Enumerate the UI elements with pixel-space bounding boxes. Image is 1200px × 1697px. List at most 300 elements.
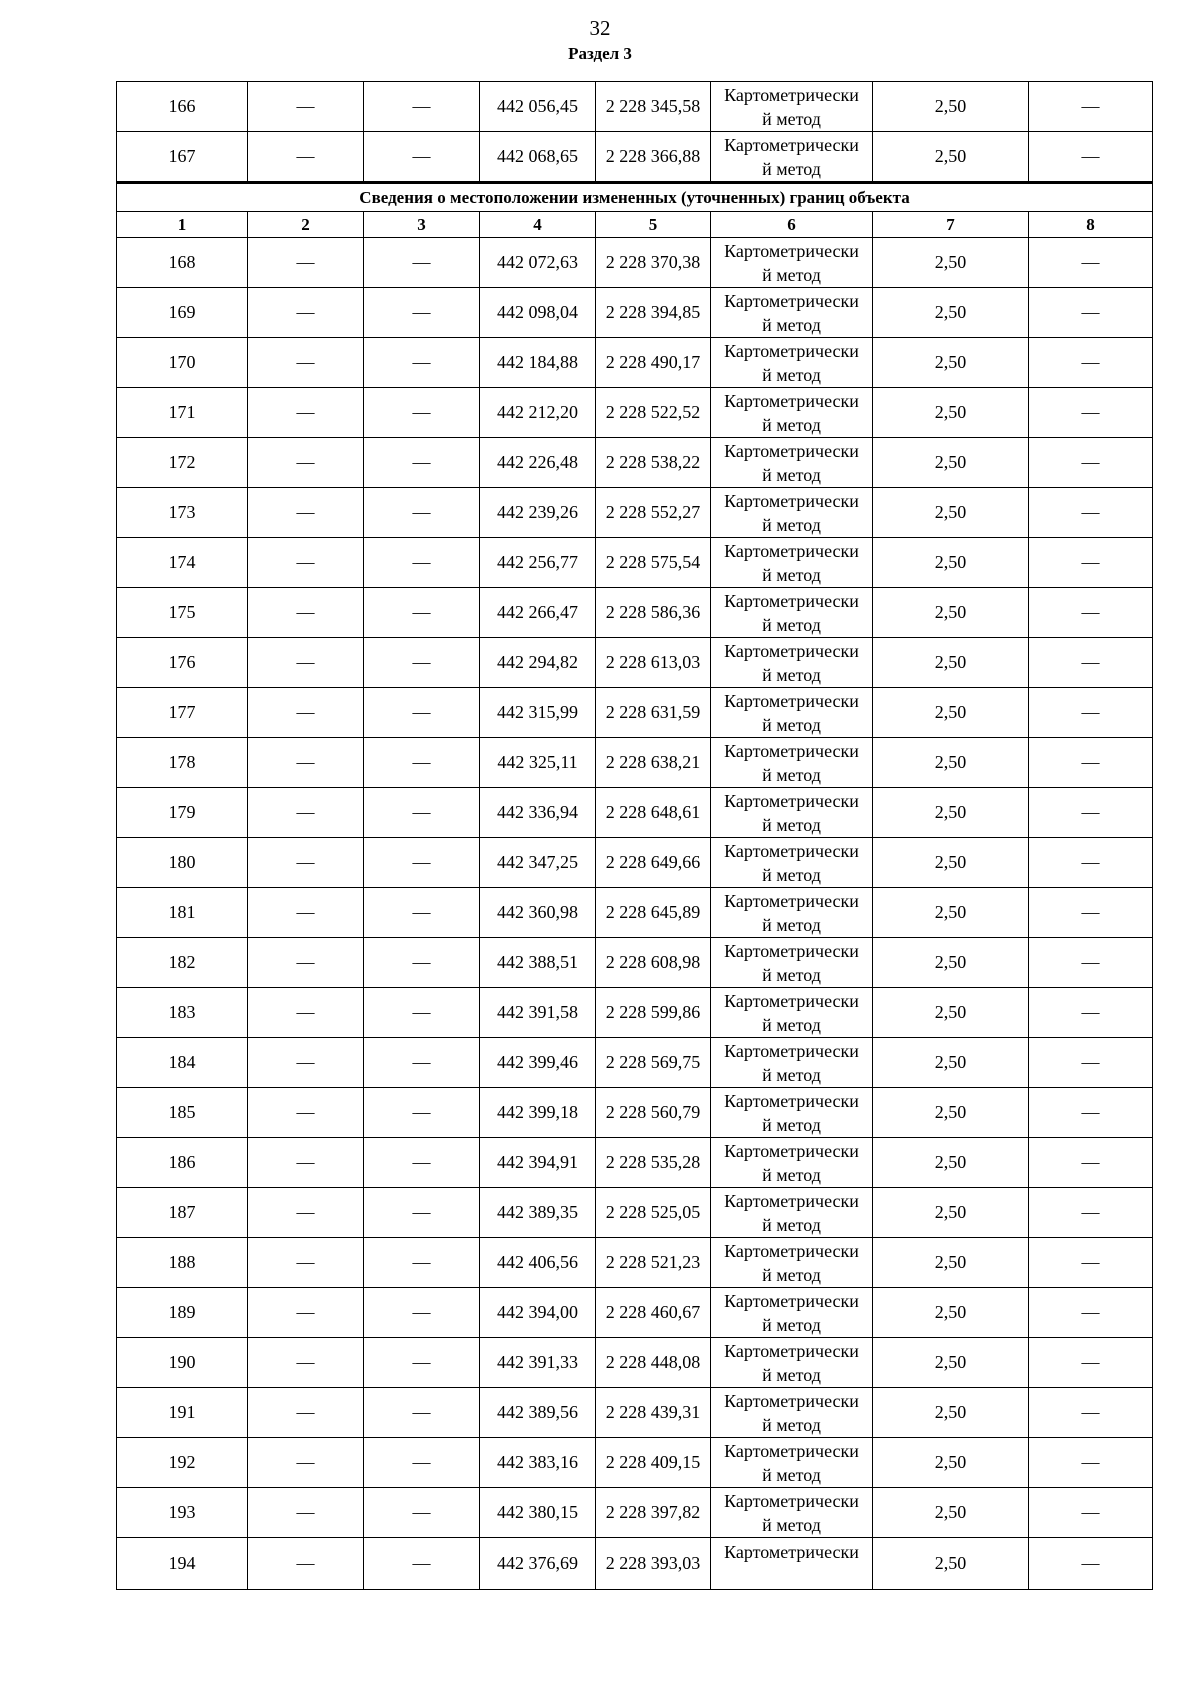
method-cell bbox=[711, 1538, 873, 1590]
y-coordinate-cell: 2 228 560,79 bbox=[596, 1088, 711, 1138]
point-number-cell: 182 bbox=[117, 938, 248, 988]
column-number-7: 7 bbox=[873, 212, 1029, 238]
point-number-cell: 168 bbox=[117, 238, 248, 288]
page-number: 32 bbox=[589, 16, 611, 40]
accuracy-cell: 2,50 bbox=[873, 588, 1029, 638]
method-text-line-1: Картометрически bbox=[724, 440, 859, 461]
column-8-cell: — bbox=[1029, 338, 1153, 388]
column-3-cell: — bbox=[364, 388, 480, 438]
column-8-cell: — bbox=[1029, 1338, 1153, 1388]
method-cell bbox=[711, 238, 873, 288]
table-row bbox=[117, 1038, 1153, 1088]
column-2-cell: — bbox=[248, 538, 364, 588]
column-8-cell: — bbox=[1029, 838, 1153, 888]
column-2-cell: — bbox=[248, 1188, 364, 1238]
point-number-cell: 190 bbox=[117, 1338, 248, 1388]
table-row bbox=[117, 638, 1153, 688]
column-8-cell: — bbox=[1029, 1288, 1153, 1338]
column-2-cell: — bbox=[248, 938, 364, 988]
x-coordinate-cell: 442 294,82 bbox=[480, 638, 596, 688]
column-number-1: 1 bbox=[117, 212, 248, 238]
column-3-cell: — bbox=[364, 738, 480, 788]
point-number-cell: 193 bbox=[117, 1488, 248, 1538]
column-2-cell: — bbox=[248, 1038, 364, 1088]
method-cell bbox=[711, 388, 873, 438]
column-3-cell: — bbox=[364, 1138, 480, 1188]
method-text-line-2: й метод bbox=[762, 1014, 821, 1035]
y-coordinate-cell: 2 228 631,59 bbox=[596, 688, 711, 738]
method-text-line-1: Картометрически bbox=[724, 490, 859, 511]
column-2-cell: — bbox=[248, 888, 364, 938]
column-number-8: 8 bbox=[1029, 212, 1153, 238]
table-row bbox=[117, 838, 1153, 888]
method-text-line-1: Картометрически bbox=[724, 1040, 859, 1061]
column-2-cell: — bbox=[248, 1288, 364, 1338]
y-coordinate-cell: 2 228 448,08 bbox=[596, 1338, 711, 1388]
table-row bbox=[117, 988, 1153, 1038]
column-3-cell: — bbox=[364, 538, 480, 588]
x-coordinate-cell: 442 336,94 bbox=[480, 788, 596, 838]
column-3-cell: — bbox=[364, 988, 480, 1038]
x-coordinate-cell: 442 256,77 bbox=[480, 538, 596, 588]
method-text-line-1: Картометрически bbox=[724, 1290, 859, 1311]
column-3-cell: — bbox=[364, 1538, 480, 1590]
caption-row bbox=[117, 183, 1153, 212]
table-row bbox=[117, 538, 1153, 588]
method-cell bbox=[711, 82, 873, 132]
table-row bbox=[117, 488, 1153, 538]
method-text-line-2: й метод bbox=[762, 464, 821, 485]
column-8-cell: — bbox=[1029, 288, 1153, 338]
table-row bbox=[117, 1188, 1153, 1238]
method-cell bbox=[711, 1038, 873, 1088]
column-2-cell: — bbox=[248, 1088, 364, 1138]
x-coordinate-cell: 442 325,11 bbox=[480, 738, 596, 788]
method-text-line-2: й метод bbox=[762, 314, 821, 335]
accuracy-cell: 2,50 bbox=[873, 838, 1029, 888]
column-8-cell: — bbox=[1029, 438, 1153, 488]
column-3-cell: — bbox=[364, 238, 480, 288]
x-coordinate-cell: 442 389,56 bbox=[480, 1388, 596, 1438]
method-text-line-1: Картометрически bbox=[724, 134, 859, 155]
accuracy-cell: 2,50 bbox=[873, 988, 1029, 1038]
accuracy-cell: 2,50 bbox=[873, 1538, 1029, 1590]
column-3-cell: — bbox=[364, 888, 480, 938]
method-text-line-1: Картометрически bbox=[724, 740, 859, 761]
column-3-cell: — bbox=[364, 938, 480, 988]
column-2-cell: — bbox=[248, 738, 364, 788]
method-text-line-1: Картометрически bbox=[724, 1340, 859, 1361]
column-2-cell: — bbox=[248, 388, 364, 438]
table-row bbox=[117, 82, 1153, 132]
method-cell bbox=[711, 588, 873, 638]
x-coordinate-cell: 442 098,04 bbox=[480, 288, 596, 338]
method-text-line-2: й метод bbox=[762, 914, 821, 935]
method-text-line-1: Картометрически bbox=[724, 590, 859, 611]
method-text-line-1: Картометрически bbox=[724, 790, 859, 811]
y-coordinate-cell: 2 228 575,54 bbox=[596, 538, 711, 588]
y-coordinate-cell: 2 228 370,38 bbox=[596, 238, 711, 288]
table-row bbox=[117, 338, 1153, 388]
accuracy-cell: 2,50 bbox=[873, 1438, 1029, 1488]
table-row bbox=[117, 938, 1153, 988]
x-coordinate-cell: 442 376,69 bbox=[480, 1538, 596, 1590]
accuracy-cell: 2,50 bbox=[873, 1088, 1029, 1138]
column-2-cell: — bbox=[248, 1238, 364, 1288]
y-coordinate-cell: 2 228 535,28 bbox=[596, 1138, 711, 1188]
point-number-cell: 172 bbox=[117, 438, 248, 488]
table-row bbox=[117, 438, 1153, 488]
point-number-cell: 191 bbox=[117, 1388, 248, 1438]
method-text-line-2: й метод bbox=[762, 664, 821, 685]
accuracy-cell: 2,50 bbox=[873, 1288, 1029, 1338]
method-text-line-2: й метод bbox=[762, 1064, 821, 1085]
column-2-cell: — bbox=[248, 638, 364, 688]
column-8-cell: — bbox=[1029, 988, 1153, 1038]
column-3-cell: — bbox=[364, 838, 480, 888]
x-coordinate-cell: 442 399,46 bbox=[480, 1038, 596, 1088]
y-coordinate-cell: 2 228 397,82 bbox=[596, 1488, 711, 1538]
method-cell bbox=[711, 1088, 873, 1138]
column-3-cell: — bbox=[364, 82, 480, 132]
accuracy-cell: 2,50 bbox=[873, 132, 1029, 183]
section-title: Раздел 3 bbox=[568, 44, 632, 63]
x-coordinate-cell: 442 239,26 bbox=[480, 488, 596, 538]
column-2-cell: — bbox=[248, 1538, 364, 1590]
y-coordinate-cell: 2 228 599,86 bbox=[596, 988, 711, 1038]
table-row bbox=[117, 288, 1153, 338]
column-3-cell: — bbox=[364, 438, 480, 488]
accuracy-cell: 2,50 bbox=[873, 288, 1029, 338]
accuracy-cell: 2,50 bbox=[873, 638, 1029, 688]
method-text-line-2: й метод bbox=[762, 364, 821, 385]
table-row bbox=[117, 738, 1153, 788]
point-number-cell: 194 bbox=[117, 1538, 248, 1590]
method-cell bbox=[711, 638, 873, 688]
accuracy-cell: 2,50 bbox=[873, 1238, 1029, 1288]
column-3-cell: — bbox=[364, 1038, 480, 1088]
method-cell bbox=[711, 1488, 873, 1538]
x-coordinate-cell: 442 072,63 bbox=[480, 238, 596, 288]
method-text-line-1: Картометрически bbox=[724, 1140, 859, 1161]
point-number-cell: 179 bbox=[117, 788, 248, 838]
column-8-cell: — bbox=[1029, 788, 1153, 838]
column-number-4: 4 bbox=[480, 212, 596, 238]
method-cell bbox=[711, 488, 873, 538]
column-8-cell: — bbox=[1029, 738, 1153, 788]
point-number-cell: 174 bbox=[117, 538, 248, 588]
y-coordinate-cell: 2 228 586,36 bbox=[596, 588, 711, 638]
method-cell bbox=[711, 688, 873, 738]
method-text-line-1: Картометрически bbox=[724, 1542, 859, 1562]
method-text-line-2: й метод bbox=[762, 1414, 821, 1435]
method-text-line-2: й метод bbox=[762, 414, 821, 435]
method-text-line-1: Картометрически bbox=[724, 240, 859, 261]
point-number-cell: 177 bbox=[117, 688, 248, 738]
method-cell bbox=[711, 1188, 873, 1238]
column-number-3: 3 bbox=[364, 212, 480, 238]
method-text-line-2: й метод bbox=[762, 964, 821, 985]
table-row bbox=[117, 1288, 1153, 1338]
column-8-cell: — bbox=[1029, 938, 1153, 988]
table-row bbox=[117, 1488, 1153, 1538]
rows-before-caption bbox=[117, 82, 1153, 183]
method-cell bbox=[711, 1438, 873, 1488]
column-8-cell: — bbox=[1029, 588, 1153, 638]
y-coordinate-cell: 2 228 608,98 bbox=[596, 938, 711, 988]
point-number-cell: 189 bbox=[117, 1288, 248, 1338]
y-coordinate-cell: 2 228 569,75 bbox=[596, 1038, 711, 1088]
point-number-cell: 166 bbox=[117, 82, 248, 132]
method-text-line-2: й метод bbox=[762, 564, 821, 585]
y-coordinate-cell: 2 228 393,03 bbox=[596, 1538, 711, 1590]
x-coordinate-cell: 442 315,99 bbox=[480, 688, 596, 738]
accuracy-cell: 2,50 bbox=[873, 438, 1029, 488]
method-text-line-1: Картометрически bbox=[724, 640, 859, 661]
column-3-cell: — bbox=[364, 338, 480, 388]
column-3-cell: — bbox=[364, 1238, 480, 1288]
column-3-cell: — bbox=[364, 788, 480, 838]
method-text-line-2: й метод bbox=[762, 1164, 821, 1185]
point-number-cell: 176 bbox=[117, 638, 248, 688]
accuracy-cell: 2,50 bbox=[873, 788, 1029, 838]
column-8-cell: — bbox=[1029, 1238, 1153, 1288]
method-cell bbox=[711, 1238, 873, 1288]
column-3-cell: — bbox=[364, 1488, 480, 1538]
x-coordinate-cell: 442 266,47 bbox=[480, 588, 596, 638]
x-coordinate-cell: 442 360,98 bbox=[480, 888, 596, 938]
x-coordinate-cell: 442 391,33 bbox=[480, 1338, 596, 1388]
point-number-cell: 175 bbox=[117, 588, 248, 638]
y-coordinate-cell: 2 228 409,15 bbox=[596, 1438, 711, 1488]
x-coordinate-cell: 442 394,91 bbox=[480, 1138, 596, 1188]
column-2-cell: — bbox=[248, 238, 364, 288]
method-text-line-2: й метод bbox=[762, 614, 821, 635]
y-coordinate-cell: 2 228 648,61 bbox=[596, 788, 711, 838]
column-3-cell: — bbox=[364, 132, 480, 183]
y-coordinate-cell: 2 228 460,67 bbox=[596, 1288, 711, 1338]
y-coordinate-cell: 2 228 345,58 bbox=[596, 82, 711, 132]
point-number-cell: 173 bbox=[117, 488, 248, 538]
column-3-cell: — bbox=[364, 1088, 480, 1138]
point-number-cell: 181 bbox=[117, 888, 248, 938]
column-8-cell: — bbox=[1029, 488, 1153, 538]
method-text-line-2: й метод bbox=[762, 814, 821, 835]
column-3-cell: — bbox=[364, 1338, 480, 1388]
table-caption-section bbox=[117, 183, 1153, 238]
column-8-cell: — bbox=[1029, 888, 1153, 938]
column-3-cell: — bbox=[364, 638, 480, 688]
column-2-cell: — bbox=[248, 1138, 364, 1188]
accuracy-cell: 2,50 bbox=[873, 388, 1029, 438]
column-2-cell: — bbox=[248, 288, 364, 338]
method-cell bbox=[711, 288, 873, 338]
y-coordinate-cell: 2 228 439,31 bbox=[596, 1388, 711, 1438]
y-coordinate-cell: 2 228 522,52 bbox=[596, 388, 711, 438]
point-number-cell: 192 bbox=[117, 1438, 248, 1488]
method-text-line-2: й метод bbox=[762, 1364, 821, 1385]
x-coordinate-cell: 442 406,56 bbox=[480, 1238, 596, 1288]
column-8-cell: — bbox=[1029, 1438, 1153, 1488]
column-3-cell: — bbox=[364, 1388, 480, 1438]
column-number-6: 6 bbox=[711, 212, 873, 238]
column-3-cell: — bbox=[364, 1288, 480, 1338]
method-cell bbox=[711, 132, 873, 183]
column-8-cell: — bbox=[1029, 1538, 1153, 1590]
method-cell bbox=[711, 1288, 873, 1338]
x-coordinate-cell: 442 347,25 bbox=[480, 838, 596, 888]
method-cell bbox=[711, 988, 873, 1038]
method-text-line-1: Картометрически bbox=[724, 990, 859, 1011]
column-2-cell: — bbox=[248, 82, 364, 132]
coordinates-table bbox=[116, 81, 1153, 1590]
table-row bbox=[117, 1438, 1153, 1488]
x-coordinate-cell: 442 389,35 bbox=[480, 1188, 596, 1238]
column-2-cell: — bbox=[248, 488, 364, 538]
column-number-2: 2 bbox=[248, 212, 364, 238]
table-row bbox=[117, 1138, 1153, 1188]
method-text-line-1: Картометрически bbox=[724, 1440, 859, 1461]
x-coordinate-cell: 442 212,20 bbox=[480, 388, 596, 438]
column-8-cell: — bbox=[1029, 1188, 1153, 1238]
table-row bbox=[117, 1238, 1153, 1288]
point-number-cell: 186 bbox=[117, 1138, 248, 1188]
column-number-row bbox=[117, 212, 1153, 238]
x-coordinate-cell: 442 380,15 bbox=[480, 1488, 596, 1538]
method-text-line-2: й метод bbox=[762, 1264, 821, 1285]
method-text-line-2: й метод bbox=[762, 764, 821, 785]
method-cell bbox=[711, 1138, 873, 1188]
x-coordinate-cell: 442 184,88 bbox=[480, 338, 596, 388]
table-row bbox=[117, 588, 1153, 638]
column-8-cell: — bbox=[1029, 1388, 1153, 1438]
x-coordinate-cell: 442 226,48 bbox=[480, 438, 596, 488]
method-text-line-2: й метод bbox=[762, 1514, 821, 1535]
method-text-line-2: й метод bbox=[762, 1114, 821, 1135]
y-coordinate-cell: 2 228 394,85 bbox=[596, 288, 711, 338]
accuracy-cell: 2,50 bbox=[873, 488, 1029, 538]
point-number-cell: 170 bbox=[117, 338, 248, 388]
column-2-cell: — bbox=[248, 1338, 364, 1388]
table-row bbox=[117, 388, 1153, 438]
column-8-cell: — bbox=[1029, 1038, 1153, 1088]
accuracy-cell: 2,50 bbox=[873, 538, 1029, 588]
y-coordinate-cell: 2 228 613,03 bbox=[596, 638, 711, 688]
point-number-cell: 167 bbox=[117, 132, 248, 183]
x-coordinate-cell: 442 394,00 bbox=[480, 1288, 596, 1338]
x-coordinate-cell: 442 068,65 bbox=[480, 132, 596, 183]
x-coordinate-cell: 442 399,18 bbox=[480, 1088, 596, 1138]
method-text-line-2: й метод bbox=[762, 714, 821, 735]
table-row bbox=[117, 1338, 1153, 1388]
column-2-cell: — bbox=[248, 588, 364, 638]
accuracy-cell: 2,50 bbox=[873, 1138, 1029, 1188]
table-row bbox=[117, 1088, 1153, 1138]
method-text-line-1: Картометрически bbox=[724, 940, 859, 961]
method-text-line-1: Картометрически bbox=[724, 84, 859, 105]
accuracy-cell: 2,50 bbox=[873, 888, 1029, 938]
column-2-cell: — bbox=[248, 988, 364, 1038]
method-cell bbox=[711, 738, 873, 788]
column-2-cell: — bbox=[248, 1488, 364, 1538]
method-text-line-2: й метод bbox=[762, 514, 821, 535]
accuracy-cell: 2,50 bbox=[873, 1038, 1029, 1088]
method-text-line-1: Картометрически bbox=[724, 1240, 859, 1261]
method-text-line-2: й метод bbox=[762, 158, 821, 179]
y-coordinate-cell: 2 228 649,66 bbox=[596, 838, 711, 888]
y-coordinate-cell: 2 228 366,88 bbox=[596, 132, 711, 183]
method-text-line-2: й метод bbox=[762, 1314, 821, 1335]
column-8-cell: — bbox=[1029, 82, 1153, 132]
method-text-line-2: й метод bbox=[762, 264, 821, 285]
table-row bbox=[117, 888, 1153, 938]
rows-after-caption bbox=[117, 238, 1153, 1590]
point-number-cell: 184 bbox=[117, 1038, 248, 1088]
point-number-cell: 187 bbox=[117, 1188, 248, 1238]
column-3-cell: — bbox=[364, 288, 480, 338]
method-cell bbox=[711, 938, 873, 988]
column-2-cell: — bbox=[248, 338, 364, 388]
table-row bbox=[117, 688, 1153, 738]
column-8-cell: — bbox=[1029, 1488, 1153, 1538]
y-coordinate-cell: 2 228 645,89 bbox=[596, 888, 711, 938]
column-3-cell: — bbox=[364, 1438, 480, 1488]
table-row bbox=[117, 1538, 1153, 1590]
column-2-cell: — bbox=[248, 132, 364, 183]
column-8-cell: — bbox=[1029, 688, 1153, 738]
column-8-cell: — bbox=[1029, 238, 1153, 288]
accuracy-cell: 2,50 bbox=[873, 688, 1029, 738]
method-cell bbox=[711, 788, 873, 838]
method-text-line-2: й метод bbox=[762, 108, 821, 129]
x-coordinate-cell: 442 391,58 bbox=[480, 988, 596, 1038]
method-cell bbox=[711, 338, 873, 388]
method-text-line-1: Картометрически bbox=[724, 390, 859, 411]
method-text-line-1: Картометрически bbox=[724, 690, 859, 711]
method-text-line-2: й метод bbox=[762, 1214, 821, 1235]
table-row bbox=[117, 788, 1153, 838]
point-number-cell: 183 bbox=[117, 988, 248, 1038]
x-coordinate-cell: 442 383,16 bbox=[480, 1438, 596, 1488]
accuracy-cell: 2,50 bbox=[873, 238, 1029, 288]
column-8-cell: — bbox=[1029, 1088, 1153, 1138]
method-cell bbox=[711, 1338, 873, 1388]
column-3-cell: — bbox=[364, 1188, 480, 1238]
method-text-line-1: Картометрически bbox=[724, 290, 859, 311]
column-2-cell: — bbox=[248, 1388, 364, 1438]
accuracy-cell: 2,50 bbox=[873, 82, 1029, 132]
accuracy-cell: 2,50 bbox=[873, 938, 1029, 988]
y-coordinate-cell: 2 228 490,17 bbox=[596, 338, 711, 388]
method-cell bbox=[711, 838, 873, 888]
method-cell bbox=[711, 1388, 873, 1438]
method-text-line-1: Картометрически bbox=[724, 890, 859, 911]
column-8-cell: — bbox=[1029, 638, 1153, 688]
column-3-cell: — bbox=[364, 488, 480, 538]
x-coordinate-cell: 442 388,51 bbox=[480, 938, 596, 988]
y-coordinate-cell: 2 228 521,23 bbox=[596, 1238, 711, 1288]
accuracy-cell: 2,50 bbox=[873, 338, 1029, 388]
method-text-line-1: Картометрически bbox=[724, 840, 859, 861]
column-3-cell: — bbox=[364, 588, 480, 638]
point-number-cell: 188 bbox=[117, 1238, 248, 1288]
method-text-line-2: й метод bbox=[762, 1464, 821, 1485]
point-number-cell: 178 bbox=[117, 738, 248, 788]
method-text-line-1: Картометрически bbox=[724, 340, 859, 361]
table-row bbox=[117, 132, 1153, 183]
y-coordinate-cell: 2 228 538,22 bbox=[596, 438, 711, 488]
column-8-cell: — bbox=[1029, 538, 1153, 588]
